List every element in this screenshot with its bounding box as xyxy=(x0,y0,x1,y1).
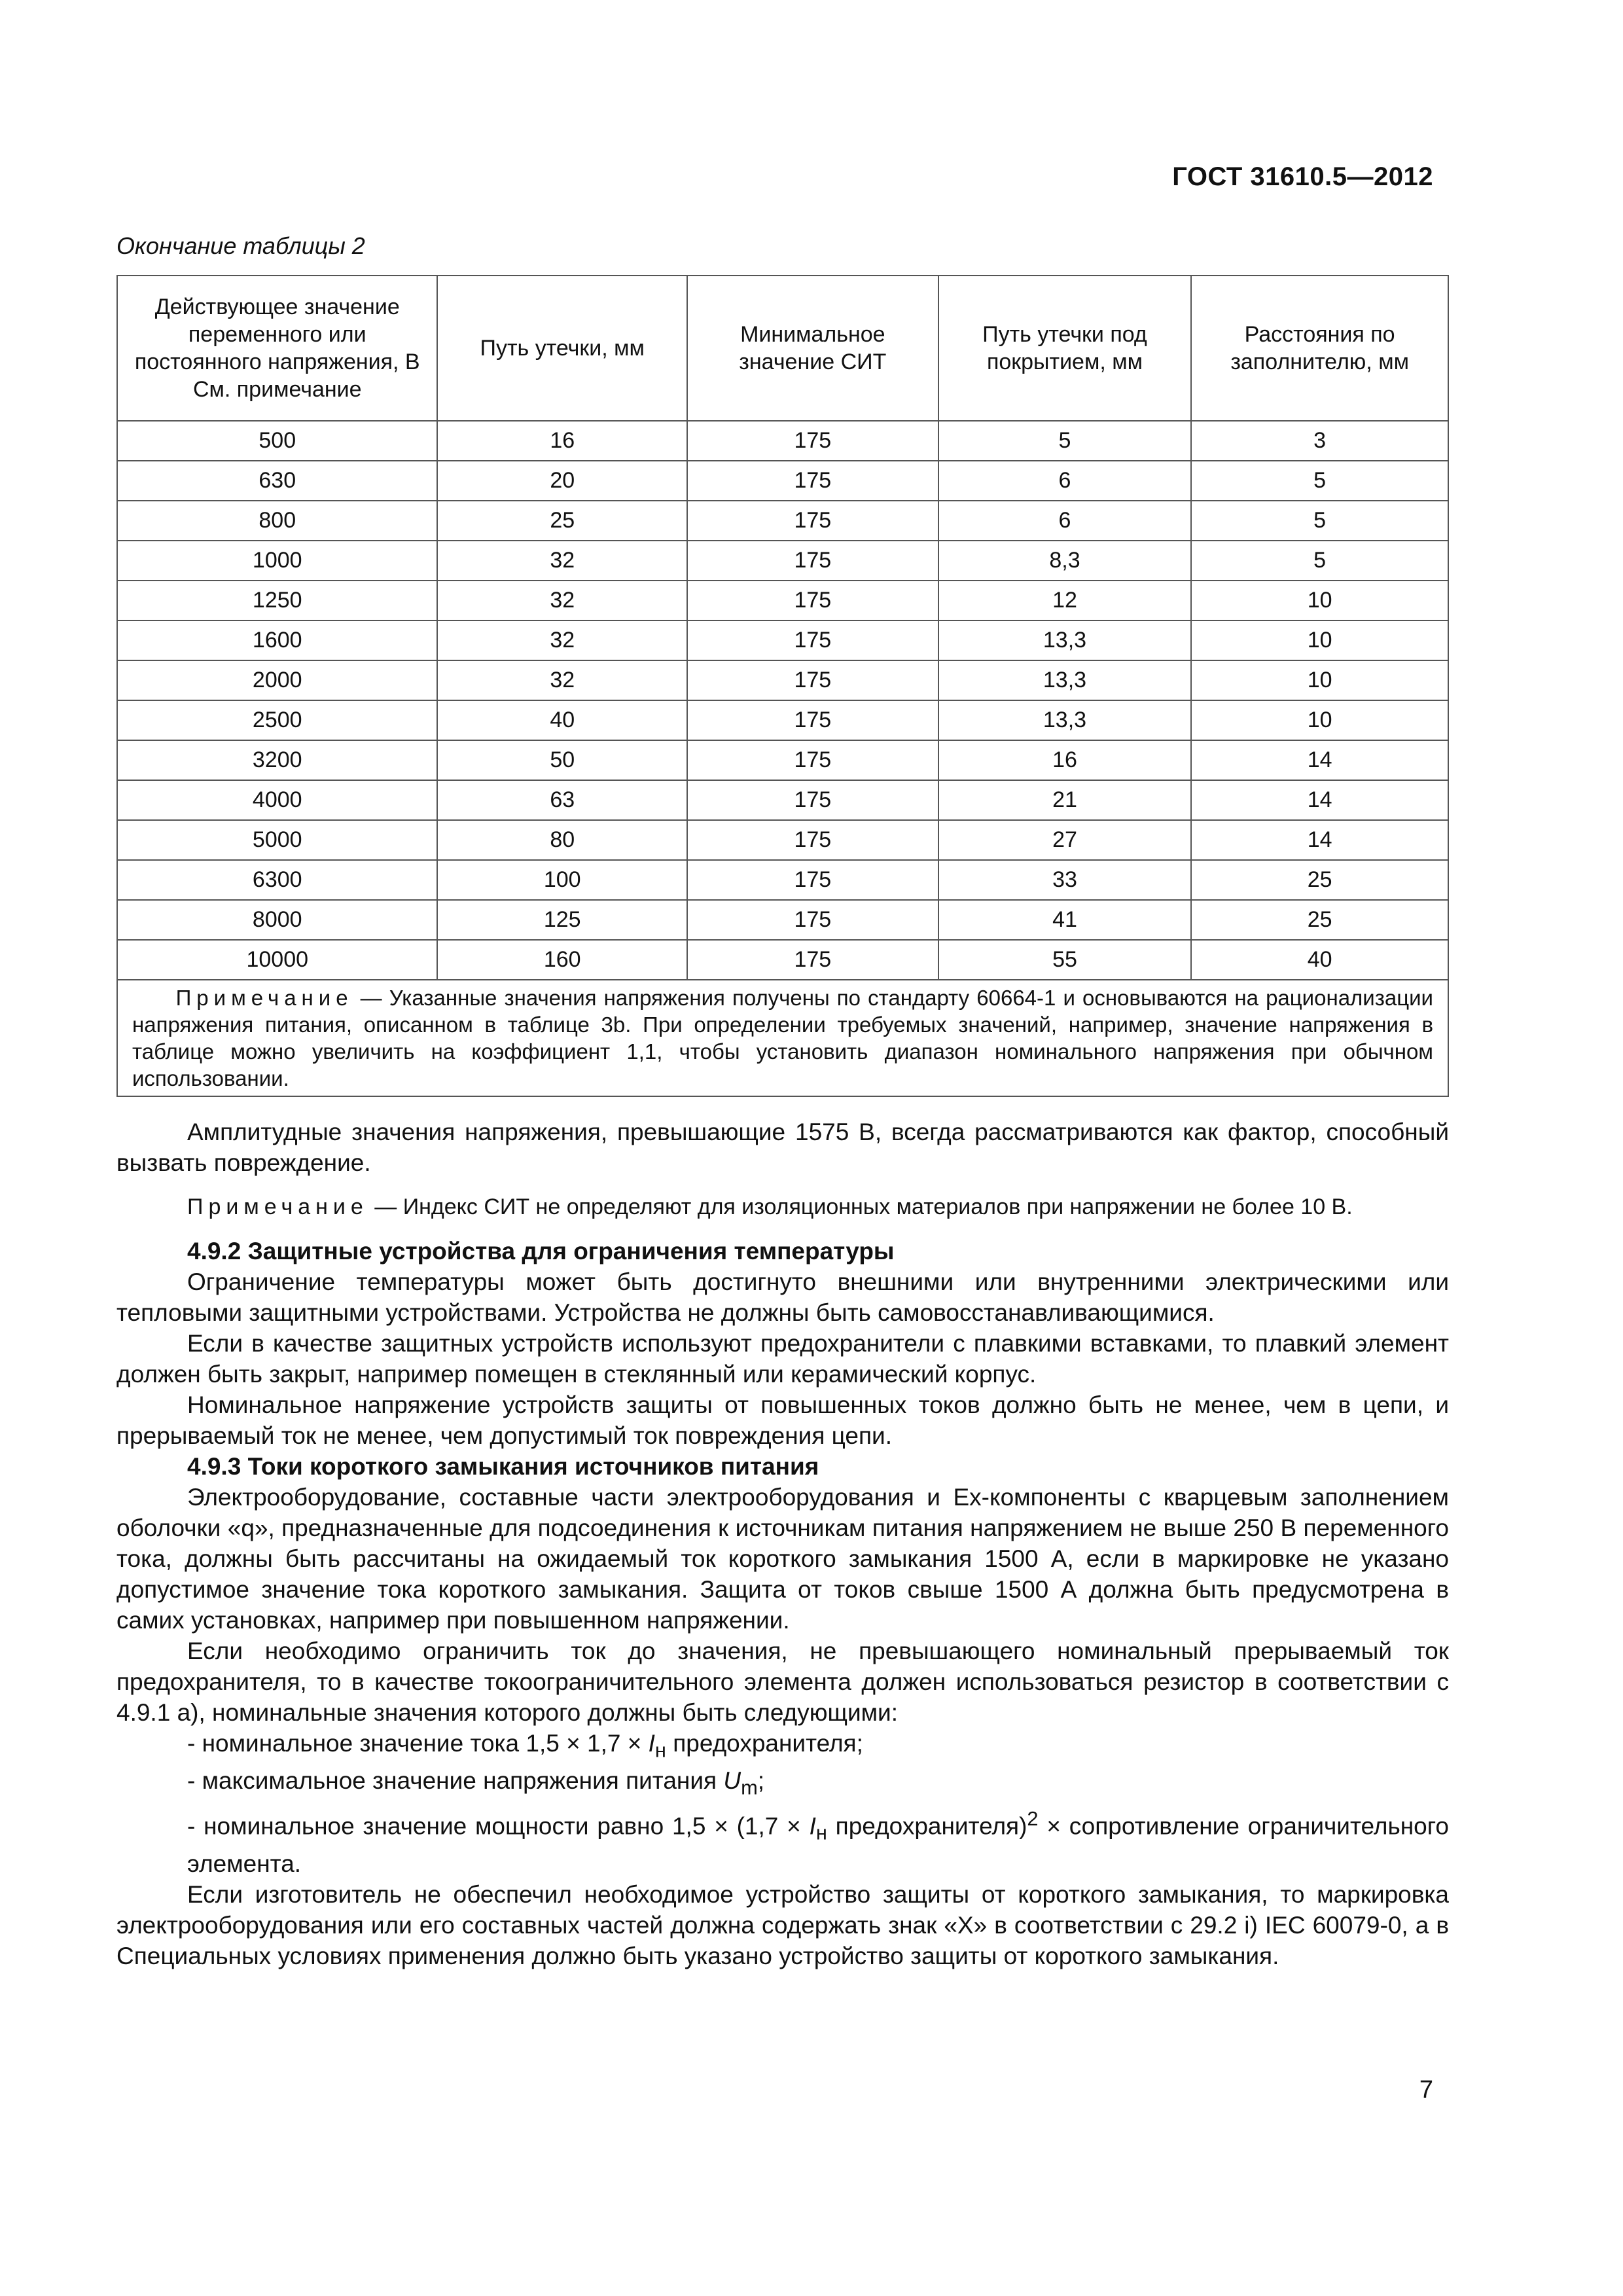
table-note-row xyxy=(117,980,1448,1096)
table-cell: 8000 xyxy=(117,900,437,940)
list-text: × сопротивление ограничительного элемента. xyxy=(187,1812,1449,1877)
table-cell: 6 xyxy=(938,501,1192,541)
table-row xyxy=(117,940,1448,980)
list-text: предохранителя; xyxy=(666,1730,863,1757)
table-row xyxy=(117,501,1448,541)
table-cell: 175 xyxy=(687,820,938,860)
column-header: Путь утечки, мм xyxy=(437,276,687,421)
note-paragraph xyxy=(116,1193,1449,1221)
note-label: Примечание xyxy=(187,1194,368,1219)
symbol: I xyxy=(809,1812,816,1840)
section-heading: 4.9.2 Защитные устройства для ограничения температуры xyxy=(187,1238,895,1265)
table-cell: 8,3 xyxy=(938,541,1192,581)
table-cell: 10 xyxy=(1191,660,1448,700)
note-text: — Индекс СИТ не определяют для изоляционных материалов при напряжении не более 10 В. xyxy=(368,1194,1353,1219)
table-cell: 175 xyxy=(687,660,938,700)
table-cell: 5 xyxy=(1191,501,1448,541)
superscript: 2 xyxy=(1027,1806,1039,1830)
table-cell: 41 xyxy=(938,900,1192,940)
table-cell: 160 xyxy=(437,940,687,980)
table-cell: 1000 xyxy=(117,541,437,581)
table-cell: 12 xyxy=(938,581,1192,620)
table-caption: Окончание таблицы 2 xyxy=(116,232,365,259)
table-cell: 16 xyxy=(938,740,1192,780)
table-cell: 175 xyxy=(687,940,938,980)
table-row xyxy=(117,461,1448,501)
table-cell: 25 xyxy=(1191,860,1448,900)
table-row xyxy=(117,740,1448,780)
subscript: m xyxy=(741,1776,758,1799)
symbol: U xyxy=(723,1767,741,1795)
table-cell: 1250 xyxy=(117,581,437,620)
table-cell: 5000 xyxy=(117,820,437,860)
table-row xyxy=(117,620,1448,660)
table-cell: 175 xyxy=(687,620,938,660)
table-note xyxy=(117,980,1448,1096)
table-cell: 10000 xyxy=(117,940,437,980)
data-table xyxy=(116,275,1449,1097)
table-cell: 14 xyxy=(1191,820,1448,860)
section-heading: 4.9.3 Токи короткого замыкания источников питания xyxy=(187,1453,819,1480)
table-cell: 13,3 xyxy=(938,620,1192,660)
paragraph: Амплитудные значения напряжения, превышающие 1575 В, всегда рассматриваются как фактор, способный вызвать повреждение. xyxy=(116,1119,1449,1176)
note-text: — Указанные значения напряжения получены по стандарту 60664-1 и основываются на рационализации напряжения питания, описанном в таблице 3b. При определении требуемых значений, например, значение напряжения в таблице можно увеличить на коэффициент 1,1, чтобы установить диапазон номинального напряжения при обычном использовании. xyxy=(132,986,1434,1090)
table-cell: 32 xyxy=(437,620,687,660)
table-cell: 175 xyxy=(687,860,938,900)
table-cell: 1600 xyxy=(117,620,437,660)
paragraph: Если необходимо ограничить ток до значения, не превышающего номинальный прерываемый ток предохранителя, то в качестве токоограничительного элемента должен использоваться резистор в соответствии с 4.9.1 а), номинальные значения которого должны быть следующими: xyxy=(116,1638,1449,1726)
table-row xyxy=(117,700,1448,740)
table-cell: 40 xyxy=(437,700,687,740)
list-item xyxy=(116,1728,1449,1765)
paragraph: Электрооборудование, составные части электрооборудования и Ex-компоненты с кварцевым заполнением оболочки «q», предназначенные для подсоединения к источникам питания напряжением не выше 250 В переменного тока, должны быть рассчитаны на ожидаемый ток короткого замыкания 1500 А, если в маркировке не указано допустимое значение тока короткого замыкания. Защита от токов свыше 1500 А должна быть предусмотрена в самих установках, например при повышенном напряжении. xyxy=(116,1484,1449,1634)
table-cell: 6 xyxy=(938,461,1192,501)
table-cell: 25 xyxy=(1191,900,1448,940)
table-cell: 5 xyxy=(1191,461,1448,501)
table-cell: 175 xyxy=(687,700,938,740)
table-cell: 14 xyxy=(1191,780,1448,820)
table-cell: 5 xyxy=(938,421,1192,461)
paragraph: Если в качестве защитных устройств используют предохранители с плавкими вставками, то плавкий элемент должен быть закрыт, например помещен в стеклянный или керамический корпус. xyxy=(116,1330,1449,1388)
list-text: предохранителя) xyxy=(827,1812,1027,1840)
body-text xyxy=(116,1117,1449,1971)
table-cell: 40 xyxy=(1191,940,1448,980)
table-cell: 175 xyxy=(687,740,938,780)
table-cell: 10 xyxy=(1191,700,1448,740)
table-cell: 2000 xyxy=(117,660,437,700)
table-cell: 80 xyxy=(437,820,687,860)
table-cell: 50 xyxy=(437,740,687,780)
table-cell: 175 xyxy=(687,900,938,940)
table-row xyxy=(117,541,1448,581)
column-header: Путь утечки под покрытием, мм xyxy=(938,276,1192,421)
subscript: н xyxy=(815,1821,827,1844)
table-cell: 6300 xyxy=(117,860,437,900)
table-cell: 175 xyxy=(687,780,938,820)
table-cell: 10 xyxy=(1191,620,1448,660)
table-cell: 63 xyxy=(437,780,687,820)
table-header-row xyxy=(117,276,1448,421)
list-text: - максимальное значение напряжения питания xyxy=(187,1767,724,1795)
table-row xyxy=(117,900,1448,940)
table-body xyxy=(117,421,1448,980)
list-text: - номинальное значение мощности равно 1,5 × (1,7 × xyxy=(187,1812,810,1840)
table-cell: 175 xyxy=(687,581,938,620)
table-cell: 2500 xyxy=(117,700,437,740)
table-cell: 125 xyxy=(437,900,687,940)
list-item xyxy=(116,1765,1449,1803)
table-cell: 20 xyxy=(437,461,687,501)
column-header: Минимальное значение СИТ xyxy=(687,276,938,421)
table-cell: 16 xyxy=(437,421,687,461)
table-row xyxy=(117,780,1448,820)
note-label: Примечание xyxy=(175,986,353,1010)
table-cell: 175 xyxy=(687,421,938,461)
table-cell: 3 xyxy=(1191,421,1448,461)
table-cell: 32 xyxy=(437,581,687,620)
table-row xyxy=(117,660,1448,700)
table-cell: 175 xyxy=(687,541,938,581)
table-row xyxy=(117,421,1448,461)
table-cell: 175 xyxy=(687,461,938,501)
table-cell: 32 xyxy=(437,541,687,581)
table-cell: 27 xyxy=(938,820,1192,860)
table-cell: 13,3 xyxy=(938,660,1192,700)
paragraph: Если изготовитель не обеспечил необходимое устройство защиты от короткого замыкания, то маркировка электрооборудования или его составных частей должна содержать знак «X» в соответствии с 29.2 i) IEC 60079-0, а в Специальных условиях применения должно быть указано устройство защиты от короткого замыкания. xyxy=(116,1880,1449,1969)
list-item xyxy=(116,1803,1449,1879)
column-header: Расстояния по заполнителю, мм xyxy=(1191,276,1448,421)
table-cell: 55 xyxy=(938,940,1192,980)
table-row xyxy=(117,820,1448,860)
column-header: Действующее значение переменного или постоянного напряжения, В См. примечание xyxy=(117,276,437,421)
table-cell: 33 xyxy=(938,860,1192,900)
table-cell: 25 xyxy=(437,501,687,541)
list-text: - номинальное значение тока 1,5 × 1,7 × xyxy=(187,1730,649,1757)
symbol: I xyxy=(648,1730,655,1757)
table-cell: 4000 xyxy=(117,780,437,820)
subscript: н xyxy=(654,1738,666,1762)
table-cell: 3200 xyxy=(117,740,437,780)
table-cell: 500 xyxy=(117,421,437,461)
table-cell: 13,3 xyxy=(938,700,1192,740)
list-text: ; xyxy=(757,1767,765,1795)
paragraph: Ограничение температуры может быть достигнуто внешними или внутренними электрическими или тепловыми защитными устройствами. Устройства не должны быть самовосстанавливающимися. xyxy=(116,1268,1449,1326)
table-row xyxy=(117,581,1448,620)
table-cell: 14 xyxy=(1191,740,1448,780)
table-cell: 100 xyxy=(437,860,687,900)
table-cell: 175 xyxy=(687,501,938,541)
table-row xyxy=(117,860,1448,900)
table-cell: 32 xyxy=(437,660,687,700)
table-cell: 5 xyxy=(1191,541,1448,581)
paragraph: Номинальное напряжение устройств защиты от повышенных токов должно быть не менее, чем в цепи, и прерываемый ток не менее, чем допустимый ток повреждения цепи. xyxy=(116,1391,1449,1449)
table-cell: 21 xyxy=(938,780,1192,820)
table-cell: 800 xyxy=(117,501,437,541)
standard-code: ГОСТ 31610.5—2012 xyxy=(1172,162,1433,191)
table-cell: 630 xyxy=(117,461,437,501)
table-cell: 10 xyxy=(1191,581,1448,620)
page-number: 7 xyxy=(1419,2076,1433,2104)
